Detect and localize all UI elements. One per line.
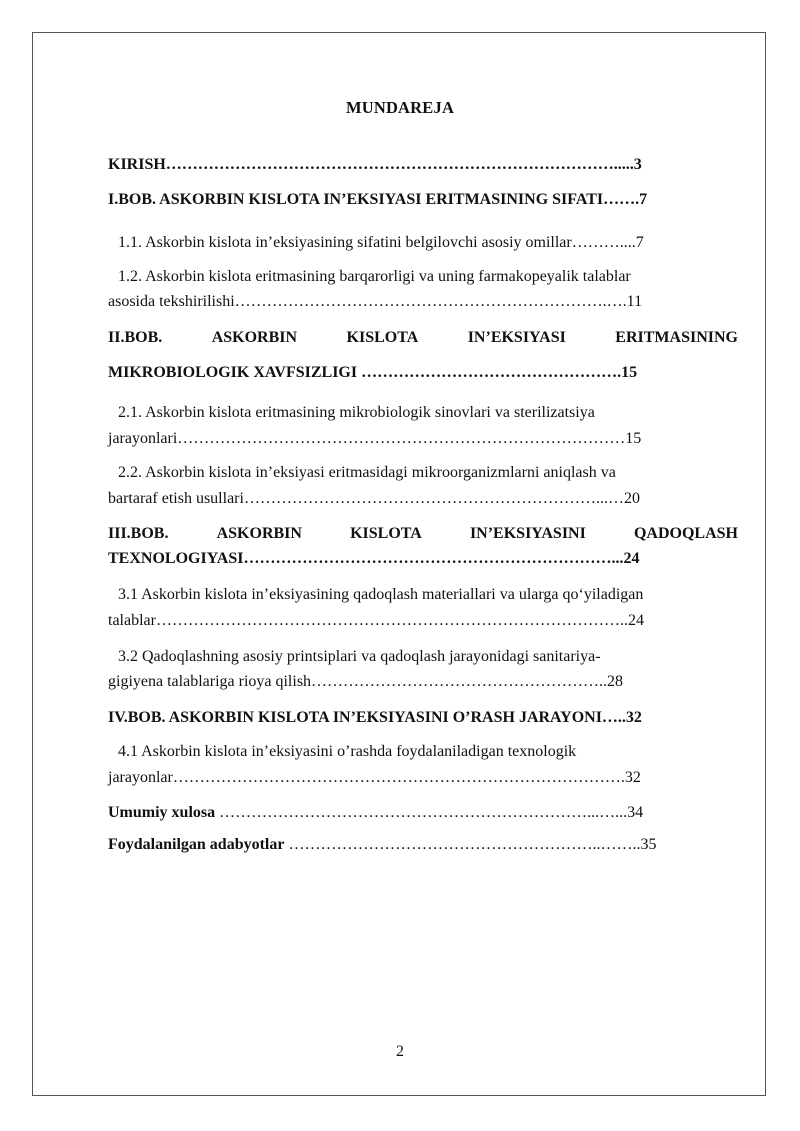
toc-entry-3-2-line2: gigiyena talablariga rioya qilish………………………………………………..28 xyxy=(108,673,624,690)
toc-entry-kirish: KIRISH………………………………………………………………………….....3 xyxy=(108,156,642,173)
toc-entry-2-1-line2: jarayonlari…………………………………………………………………………15 xyxy=(108,430,642,447)
word: QADOQLASH xyxy=(633,525,738,542)
toc-entry-2-2-line1: 2.2. Askorbin kislota in’eksiyasi eritmasidagi mikroorganizmlarni aniqlash va xyxy=(118,464,616,481)
word: IN’EKSIYASINI xyxy=(469,525,586,542)
toc-entry-3-2-line1: 3.2 Qadoqlashning asosiy printsiplari va qadoqlash jarayonidagi sanitariya- xyxy=(118,648,601,665)
toc-entry-2-2-line2: bartaraf etish usullari…………………………………………………………...…20 xyxy=(108,490,640,507)
toc-entry-3-1-line1: 3.1 Askorbin kislota in’eksiyasining qadoqlash materiallari va ularga qo‘yiladigan xyxy=(118,586,644,603)
toc-entry-4-1-line2: jarayonlar………………………………………………………………………….32 xyxy=(108,769,641,786)
word: II.BOB. xyxy=(108,329,163,346)
toc-entry-1-2-line2: asosida tekshirilishi…………………………………………………………….….11 xyxy=(108,293,643,310)
toc-entry-leader: …………………………………………………..……..35 xyxy=(284,836,657,853)
toc-entry-adabyotlar xyxy=(108,835,738,855)
toc-entry-1-1: 1.1. Askorbin kislota in’eksiyasining sifatini belgilovchi asosiy omillar………....7 xyxy=(118,234,644,251)
toc-entry-umumiy-xulosa xyxy=(108,803,738,823)
toc-entry-chapter-4: IV.BOB. ASKORBIN KISLOTA IN’EKSIYASINI O’RASH JARAYONI…..32 xyxy=(108,709,642,726)
toc-entry-3-1-line2: talablar……………………………………………………………………………..24 xyxy=(108,612,644,629)
word: III.BOB. xyxy=(108,525,169,542)
toc-entry-label: Foydalanilgan adabyotlar xyxy=(108,836,285,853)
toc-entry-label: Umumiy xulosa xyxy=(108,804,216,821)
toc-entry-2-1-line1: 2.1. Askorbin kislota eritmasining mikrobiologik sinovlari va sterilizatsiya xyxy=(118,404,595,421)
word: ASKORBIN xyxy=(216,525,302,542)
toc-entry-chapter-3-line1 xyxy=(108,524,738,544)
toc-entry-4-1-line1: 4.1 Askorbin kislota in’eksiyasini o’rashda foydalaniladigan texnologik xyxy=(118,743,577,760)
page-number: 2 xyxy=(396,1043,404,1060)
toc-entry-leader: ……………………………………………………………...…...34 xyxy=(215,804,644,821)
toc-entry-chapter-1: I.BOB. ASKORBIN KISLOTA IN’EKSIYASI ERITMASINING SIFATI…….7 xyxy=(108,191,648,208)
toc-entry-1-2-line1: 1.2. Askorbin kislota eritmasining barqarorligi va uning farmakopeyalik talablar xyxy=(118,268,631,285)
word: ERITMASINING xyxy=(615,329,738,346)
word: ASKORBIN xyxy=(211,329,298,346)
toc-entry-chapter-2-line1 xyxy=(108,328,738,348)
toc-entry-chapter-3-line2: TEXNOLOGIYASI……………………………………………………………...24 xyxy=(108,550,640,567)
toc-entry-chapter-2-line2: MIKROBIOLOGIK XAVFSIZLIGI ………………………………………….15 xyxy=(108,364,638,381)
word: KISLOTA xyxy=(346,329,419,346)
word: IN’EKSIYASI xyxy=(467,329,566,346)
toc-title: MUNDAREJA xyxy=(345,98,455,117)
word: KISLOTA xyxy=(350,525,422,542)
